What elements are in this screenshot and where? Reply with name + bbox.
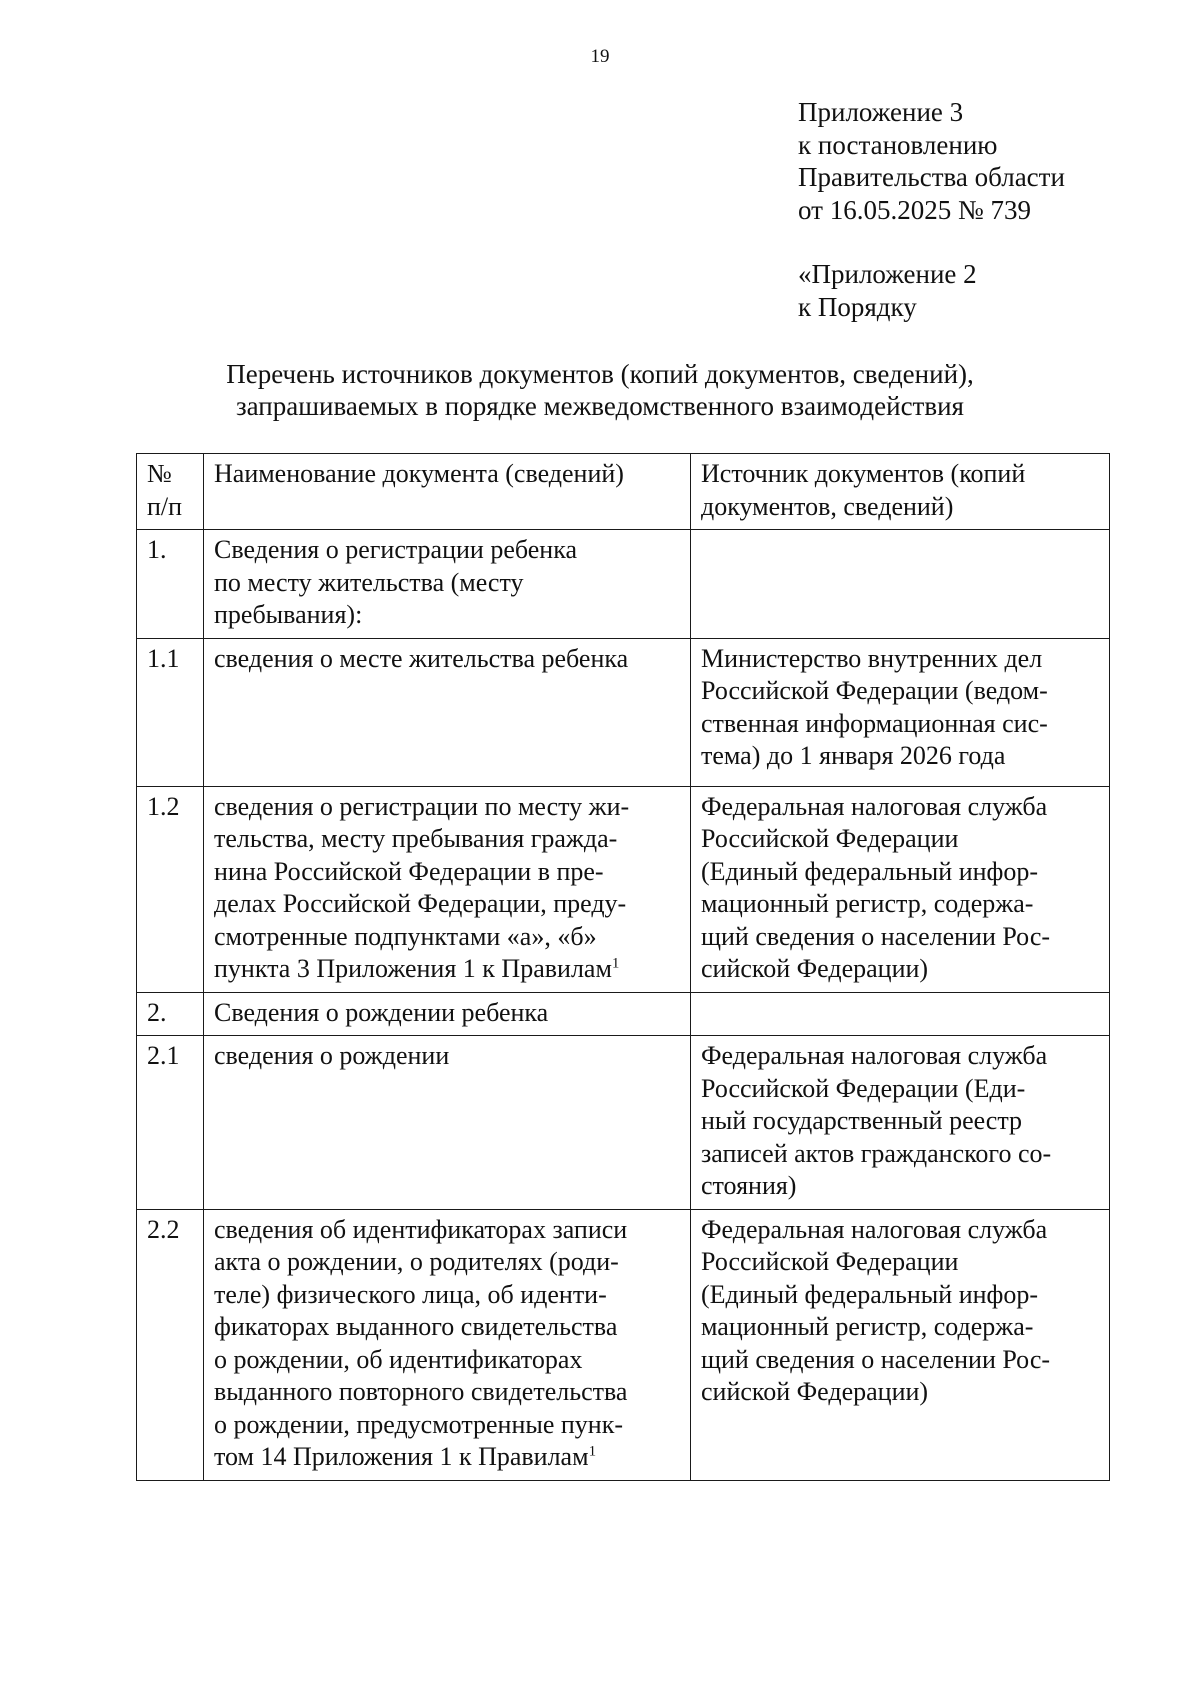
document-title-line: Перечень источников документов (копий документов, сведений), [226, 359, 974, 389]
document-name: Сведения о рождении ребенка [204, 992, 691, 1036]
table-header-row [137, 454, 1110, 530]
appendix-header [798, 96, 1065, 226]
appendix-line: Приложение 3 [798, 97, 964, 127]
document-title-line: запрашиваемых в порядке межведомственного взаимодействия [236, 391, 964, 421]
document-title [0, 358, 1200, 422]
appendix-line: от 16.05.2025 № 739 [798, 194, 1031, 225]
sub-appendix-line: к Порядку [798, 291, 917, 322]
table-row [137, 992, 1110, 1036]
document-source [691, 530, 1110, 639]
document-source: Министерство внутренних дел Российской Федерации (ведом- ственная информационная сис- тема) до 1 января 2026 года [691, 638, 1110, 786]
document-name: сведения о месте жительства ребенка [204, 638, 691, 786]
column-header-name: Наименование документа (сведений) [204, 454, 691, 530]
column-header-num: № п/п [137, 454, 204, 530]
table-row [137, 638, 1110, 786]
sub-appendix-header [798, 258, 977, 323]
table-row [137, 1209, 1110, 1480]
document-source: Федеральная налоговая служба Российской Федерации (Единый федеральный инфор- мационный регистр, содержа- щий сведения о населении Рос- сийской Федерации) [691, 1209, 1110, 1480]
footnote-marker: 1 [611, 955, 620, 972]
row-number: 1.1 [137, 638, 204, 786]
document-name: сведения об идентификаторах записи акта о рождении, о родителях (роди- теле) физического лица, об иденти- фикаторах выданного свидетельства о рождении, об идентификаторах выданного повторного свидетельства о рождении, предусмотренные пунк- том 14 Приложения 1 к Правилам$^1$ [204, 1209, 691, 1480]
document-name: сведения о рождении [204, 1036, 691, 1210]
column-header-source: Источник документов (копий документов, сведений) [691, 454, 1110, 530]
document-source: Федеральная налоговая служба Российской Федерации (Еди- ный государственный реестр записей актов гражданского со- стояния) [691, 1036, 1110, 1210]
sub-appendix-line: «Приложение 2 [798, 259, 977, 289]
row-number: 2.1 [137, 1036, 204, 1210]
page-number: 19 [590, 46, 610, 67]
table-row [137, 530, 1110, 639]
document-name: сведения о регистрации по месту жи- тельства, месту пребывания гражда- нина Российской Федерации в пре- делах Российской Федерации, преду- смотренные подпунктами «а», «б» пункта 3 Приложения 1 к Правилам$^1$ [204, 786, 691, 992]
row-number: 2.2 [137, 1209, 204, 1480]
row-number: 1.2 [137, 786, 204, 992]
footnote-marker: 1 [588, 1443, 597, 1460]
row-number: 2. [137, 992, 204, 1036]
table-row [137, 1036, 1110, 1210]
appendix-line: к постановлению [798, 129, 998, 160]
table-row [137, 786, 1110, 992]
appendix-line: Правительства области [798, 162, 1065, 192]
document-name: Сведения о регистрации ребенка по месту жительства (месту пребывания): [204, 530, 691, 639]
document-source [691, 992, 1110, 1036]
document-source: Федеральная налоговая служба Российской Федерации (Единый федеральный инфор- мационный регистр, содержа- щий сведения о населении Рос- сийской Федерации) [691, 786, 1110, 992]
sources-table [136, 453, 1110, 1481]
row-number: 1. [137, 530, 204, 639]
